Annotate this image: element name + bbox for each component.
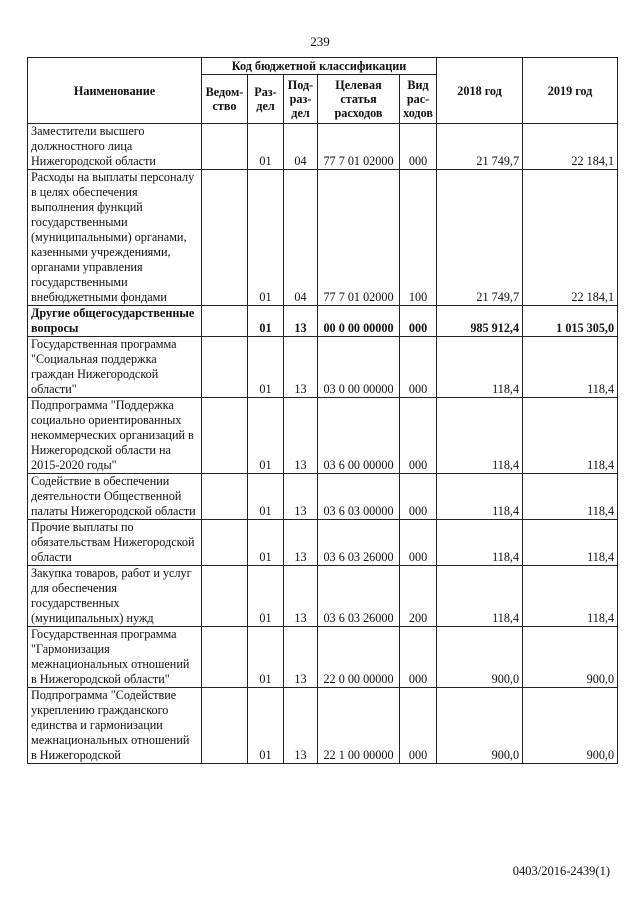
cell-target-item: 77 7 01 02000	[318, 170, 400, 306]
cell-expense-type: 000	[400, 627, 437, 688]
cell-2018: 21 749,7	[437, 170, 523, 306]
cell-subsection: 13	[284, 520, 318, 566]
header-budget-code-group: Код бюджетной классификации	[202, 58, 437, 75]
cell-expense-type: 000	[400, 306, 437, 337]
cell-section: 01	[248, 688, 284, 764]
cell-department	[202, 520, 248, 566]
cell-section: 01	[248, 170, 284, 306]
cell-name: Другие общегосударственные вопросы	[28, 306, 202, 337]
header-subsection: Под-раз-дел	[284, 75, 318, 124]
cell-2019: 900,0	[523, 627, 618, 688]
cell-subsection: 13	[284, 337, 318, 398]
cell-2019: 118,4	[523, 398, 618, 474]
cell-name: Государственная программа "Социальная поддержка граждан Нижегородской области"	[28, 337, 202, 398]
cell-2018: 118,4	[437, 520, 523, 566]
table-row	[28, 474, 618, 520]
cell-name: Подпрограмма "Поддержка социально ориентированных некоммерческих организаций в Нижегородской области на 2015-2020 годы"	[28, 398, 202, 474]
cell-expense-type: 000	[400, 124, 437, 170]
cell-section: 01	[248, 337, 284, 398]
cell-expense-type: 000	[400, 337, 437, 398]
cell-name: Государственная программа "Гармонизация межнациональных отношений в Нижегородской области"	[28, 627, 202, 688]
cell-expense-type: 000	[400, 474, 437, 520]
cell-subsection: 13	[284, 398, 318, 474]
cell-target-item: 03 6 00 00000	[318, 398, 400, 474]
cell-name: Содействие в обеспечении деятельности Общественной палаты Нижегородской области	[28, 474, 202, 520]
table-row	[28, 337, 618, 398]
cell-department	[202, 398, 248, 474]
budget-table	[27, 57, 618, 764]
cell-subsection: 13	[284, 306, 318, 337]
table-row	[28, 566, 618, 627]
cell-name: Закупка товаров, работ и услуг для обеспечения государственных (муниципальных) нужд	[28, 566, 202, 627]
cell-2019: 22 184,1	[523, 170, 618, 306]
cell-department	[202, 124, 248, 170]
cell-section: 01	[248, 306, 284, 337]
cell-subsection: 13	[284, 688, 318, 764]
cell-section: 01	[248, 566, 284, 627]
table-row	[28, 398, 618, 474]
cell-department	[202, 688, 248, 764]
cell-2018: 900,0	[437, 627, 523, 688]
header-expense-type: Вид рас-ходов	[400, 75, 437, 124]
cell-expense-type: 200	[400, 566, 437, 627]
cell-subsection: 13	[284, 474, 318, 520]
cell-2019: 22 184,1	[523, 124, 618, 170]
header-section: Раз-дел	[248, 75, 284, 124]
cell-department	[202, 566, 248, 627]
cell-section: 01	[248, 124, 284, 170]
table-row	[28, 520, 618, 566]
cell-2019: 118,4	[523, 520, 618, 566]
cell-target-item: 03 6 03 00000	[318, 474, 400, 520]
cell-2018: 118,4	[437, 337, 523, 398]
cell-expense-type: 100	[400, 170, 437, 306]
cell-2018: 118,4	[437, 566, 523, 627]
cell-target-item: 03 6 03 26000	[318, 520, 400, 566]
table-body	[28, 124, 618, 764]
cell-2019: 900,0	[523, 688, 618, 764]
cell-name: Расходы на выплаты персоналу в целях обеспечения выполнения функций государственными (муниципальными) органами, казенными учреждениями, органами управления государственными внебюджетными фондами	[28, 170, 202, 306]
cell-target-item: 22 1 00 00000	[318, 688, 400, 764]
cell-target-item: 03 6 03 26000	[318, 566, 400, 627]
table-row	[28, 170, 618, 306]
header-name: Наименование	[28, 58, 202, 124]
cell-2018: 900,0	[437, 688, 523, 764]
cell-expense-type: 000	[400, 520, 437, 566]
cell-target-item: 22 0 00 00000	[318, 627, 400, 688]
cell-target-item: 00 0 00 00000	[318, 306, 400, 337]
cell-2019: 1 015 305,0	[523, 306, 618, 337]
cell-department	[202, 306, 248, 337]
cell-target-item: 77 7 01 02000	[318, 124, 400, 170]
cell-subsection: 04	[284, 124, 318, 170]
cell-2019: 118,4	[523, 337, 618, 398]
cell-section: 01	[248, 520, 284, 566]
cell-name: Прочие выплаты по обязательствам Нижегородской области	[28, 520, 202, 566]
cell-2018: 21 749,7	[437, 124, 523, 170]
header-target-item: Целевая статья расходов	[318, 75, 400, 124]
cell-name: Заместители высшего должностного лица Нижегородской области	[28, 124, 202, 170]
page-number: 239	[310, 34, 330, 49]
header-year-2019: 2019 год	[523, 58, 618, 124]
table-row	[28, 688, 618, 764]
cell-expense-type: 000	[400, 398, 437, 474]
cell-2019: 118,4	[523, 474, 618, 520]
header-row-1	[28, 58, 618, 75]
cell-name: Подпрограмма "Содействие укреплению гражданского единства и гармонизации межнациональных отношений в Нижегородской	[28, 688, 202, 764]
table-row	[28, 306, 618, 337]
cell-subsection: 13	[284, 627, 318, 688]
table-row	[28, 124, 618, 170]
header-department: Ведом-ство	[202, 75, 248, 124]
cell-department	[202, 170, 248, 306]
cell-2018: 118,4	[437, 474, 523, 520]
cell-2018: 118,4	[437, 398, 523, 474]
cell-department	[202, 474, 248, 520]
cell-section: 01	[248, 474, 284, 520]
cell-2018: 985 912,4	[437, 306, 523, 337]
cell-department	[202, 627, 248, 688]
cell-target-item: 03 0 00 00000	[318, 337, 400, 398]
cell-expense-type: 000	[400, 688, 437, 764]
cell-subsection: 13	[284, 566, 318, 627]
cell-section: 01	[248, 627, 284, 688]
header-year-2018: 2018 год	[437, 58, 523, 124]
cell-department	[202, 337, 248, 398]
cell-2019: 118,4	[523, 566, 618, 627]
document-code: 0403/2016-2439(1)	[512, 864, 610, 878]
cell-section: 01	[248, 398, 284, 474]
table-row	[28, 627, 618, 688]
cell-subsection: 04	[284, 170, 318, 306]
